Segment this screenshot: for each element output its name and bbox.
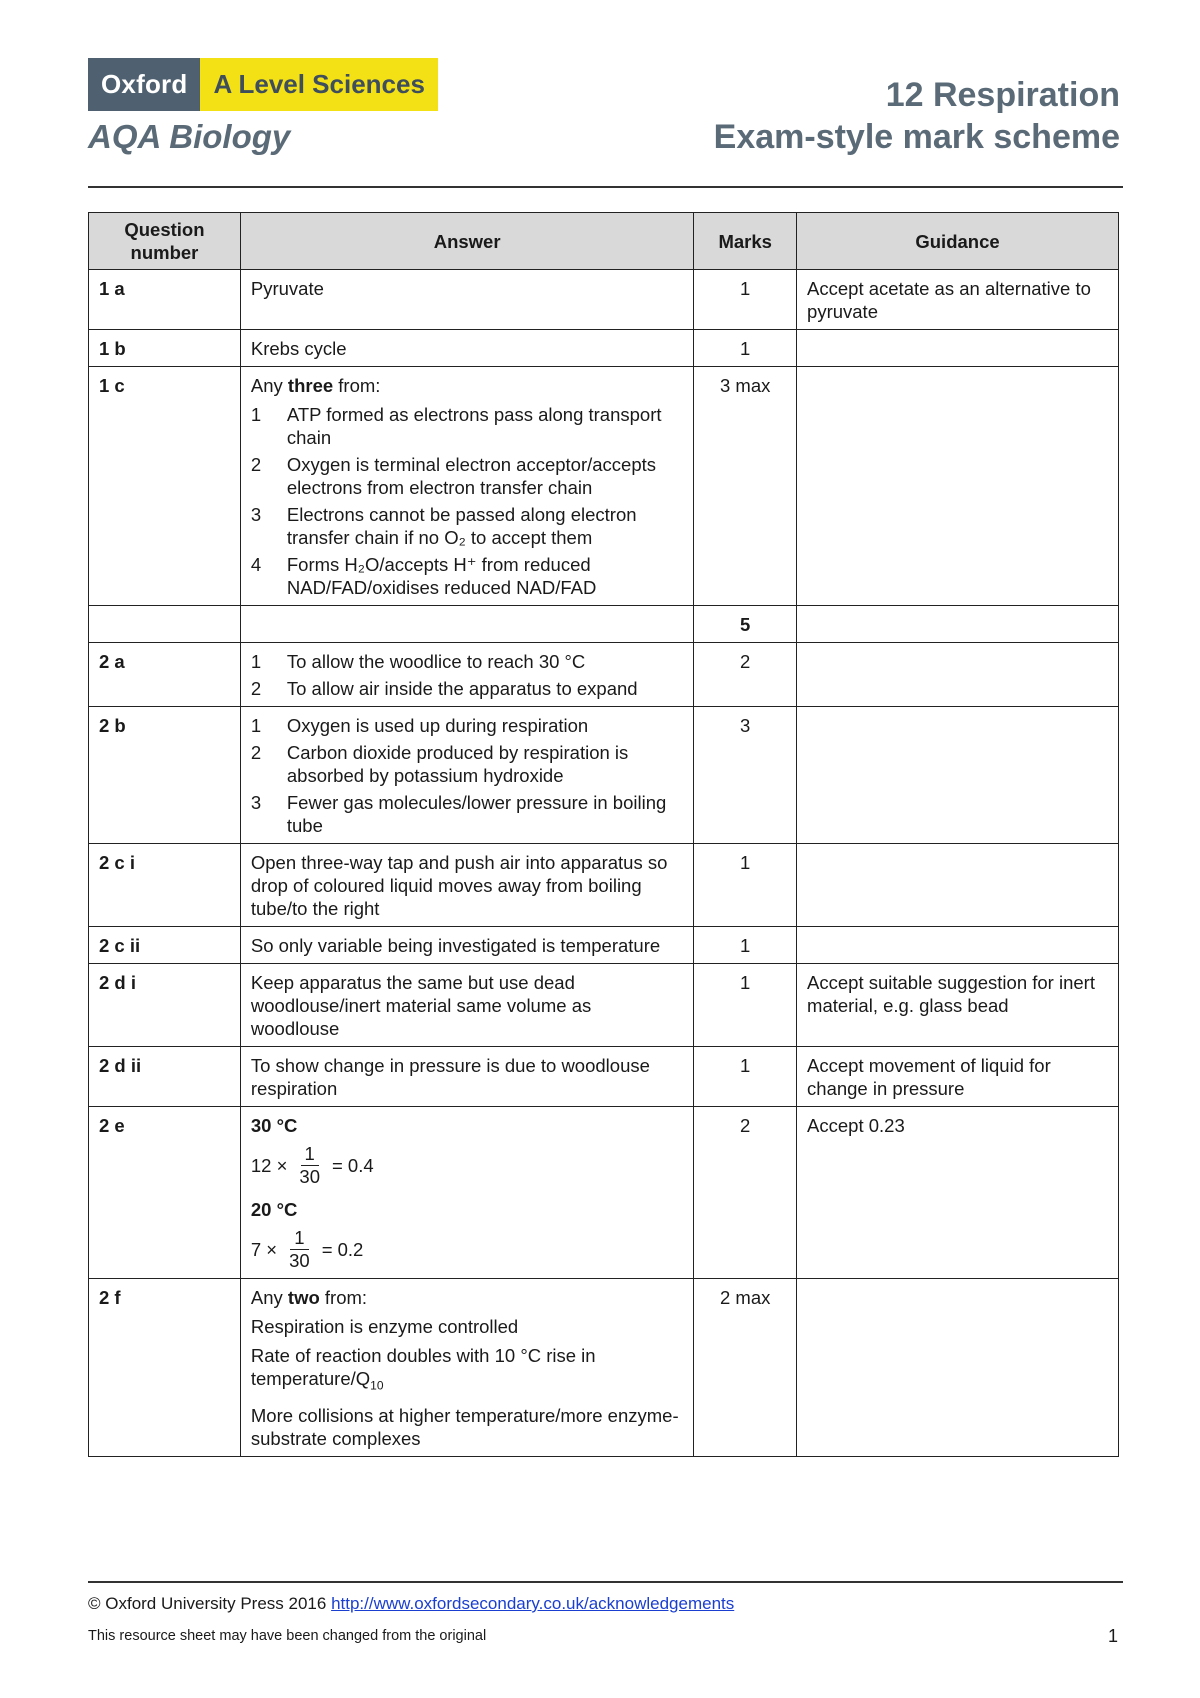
answer: To show change in pressure is due to woodlouse respiration — [240, 1047, 693, 1107]
calc-left: 7 × — [250, 1239, 278, 1260]
answer-point: Respiration is enzyme controlled — [250, 1316, 519, 1337]
guidance: Accept 0.23 — [797, 1107, 1119, 1279]
question-number — [89, 606, 241, 643]
header-answer: Answer — [240, 213, 693, 270]
point-text: Rate of reaction doubles with 10 °C rise in temperature/Q — [250, 1345, 596, 1389]
guidance — [797, 844, 1119, 927]
item-text: Fewer gas molecules/lower pressure in boiling tube — [286, 792, 667, 836]
answer-point: More collisions at higher temperature/more enzyme-substrate complexes — [250, 1404, 679, 1449]
acknowledgements-link[interactable]: http://www.oxfordsecondary.co.uk/acknowledgements — [331, 1594, 735, 1613]
list-item — [251, 503, 683, 549]
marks: 3 — [694, 707, 797, 844]
question-number: 2 c i — [89, 844, 241, 927]
answer — [240, 707, 693, 844]
item-number: 1 — [250, 404, 262, 425]
table-row — [89, 707, 1119, 844]
marks: 1 — [694, 1047, 797, 1107]
header-guidance: Guidance — [797, 213, 1119, 270]
answer: Pyruvate — [240, 270, 693, 330]
list-item — [251, 650, 683, 673]
table-row — [89, 643, 1119, 707]
table-row — [89, 1047, 1119, 1107]
guidance: Accept acetate as an alternative to pyruvate — [797, 270, 1119, 330]
answer — [240, 367, 693, 606]
list-item — [251, 453, 683, 499]
item-number: 4 — [250, 554, 262, 575]
copyright-text: © Oxford University Press 2016 — [88, 1594, 327, 1613]
fraction-numerator: 1 — [301, 1143, 319, 1166]
guidance: Accept movement of liquid for change in pressure — [797, 1047, 1119, 1107]
footer-note: This resource sheet may have been changed from the original — [88, 1628, 487, 1644]
marks: 2 — [694, 1107, 797, 1279]
mark-scheme-table — [88, 212, 1119, 1457]
table-header-row — [89, 213, 1119, 270]
footer-copyright — [88, 1594, 734, 1614]
list-item — [251, 553, 683, 599]
marks: 1 — [694, 927, 797, 964]
header-marks: Marks — [694, 213, 797, 270]
answer-intro — [251, 1286, 683, 1309]
list-item — [251, 677, 683, 700]
intro-text: Any — [250, 1287, 288, 1308]
answer — [240, 606, 693, 643]
list-item — [251, 791, 683, 837]
item-text: To allow the woodlice to reach 30 °C — [286, 651, 586, 672]
chapter-title — [714, 74, 1120, 158]
table-row-total — [89, 606, 1119, 643]
guidance: Accept suitable suggestion for inert material, e.g. glass bead — [797, 964, 1119, 1047]
item-text: Carbon dioxide produced by respiration is absorbed by potassium hydroxide — [286, 742, 629, 786]
marks: 2 max — [694, 1279, 797, 1457]
answer — [240, 1107, 693, 1279]
table-row — [89, 1279, 1119, 1457]
question-number: 2 c ii — [89, 927, 241, 964]
table-row — [89, 330, 1119, 367]
question-number: 2 d ii — [89, 1047, 241, 1107]
item-text: To allow air inside the apparatus to expand — [286, 678, 638, 699]
calculation — [251, 1227, 683, 1272]
item-text: ATP formed as electrons pass along transport chain — [286, 404, 662, 448]
guidance — [797, 367, 1119, 606]
question-number: 1 c — [89, 367, 241, 606]
answer: Krebs cycle — [240, 330, 693, 367]
intro-text: from: — [319, 1287, 368, 1308]
item-number: 2 — [250, 454, 262, 475]
intro-bold: three — [287, 375, 334, 396]
calc-result: = 0.2 — [321, 1239, 364, 1260]
subject-title: AQA Biology — [88, 118, 291, 155]
item-number: 2 — [250, 742, 262, 763]
guidance — [797, 1279, 1119, 1457]
answer: Open three-way tap and push air into apparatus so drop of coloured liquid moves away from boiling tube/to the right — [240, 844, 693, 927]
marks: 1 — [694, 330, 797, 367]
item-number: 3 — [250, 792, 262, 813]
item-text: Forms H₂O/accepts H⁺ from reduced NAD/FAD/oxidises reduced NAD/FAD — [286, 554, 597, 598]
item-number: 2 — [250, 678, 262, 699]
question-number: 2 e — [89, 1107, 241, 1279]
table-row — [89, 1107, 1119, 1279]
marks: 1 — [694, 964, 797, 1047]
table-row — [89, 844, 1119, 927]
answer: So only variable being investigated is temperature — [240, 927, 693, 964]
marks: 3 max — [694, 367, 797, 606]
answer-intro — [251, 374, 683, 397]
calc-left: 12 × — [250, 1155, 288, 1176]
calc-result: = 0.4 — [331, 1155, 374, 1176]
answer-list — [251, 403, 683, 599]
answer-point — [251, 1344, 683, 1398]
page-number: 1 — [1107, 1626, 1118, 1646]
list-item — [251, 403, 683, 449]
footer-divider — [88, 1581, 1123, 1583]
calculation — [251, 1143, 683, 1188]
temperature-label: 20 °C — [250, 1199, 298, 1220]
point-subscript: 10 — [370, 1378, 384, 1393]
list-item — [251, 714, 683, 737]
fraction — [295, 1143, 324, 1188]
answer — [240, 1279, 693, 1457]
guidance — [797, 330, 1119, 367]
marks: 1 — [694, 270, 797, 330]
chapter-title-line2: Exam-style mark scheme — [713, 118, 1120, 156]
item-text: Oxygen is terminal electron acceptor/accepts electrons from electron transfer chain — [286, 454, 657, 498]
answer — [240, 643, 693, 707]
answer-list — [251, 650, 683, 700]
item-number: 1 — [250, 651, 262, 672]
header-question: Question number — [89, 213, 241, 270]
question-number: 2 d i — [89, 964, 241, 1047]
item-text: Electrons cannot be passed along electron transfer chain if no O₂ to accept them — [286, 504, 637, 548]
item-number: 1 — [250, 715, 262, 736]
question-number: 1 b — [89, 330, 241, 367]
table-row — [89, 964, 1119, 1047]
item-text: Oxygen is used up during respiration — [286, 715, 589, 736]
chapter-title-line1: 12 Respiration — [885, 76, 1120, 114]
question-number: 2 a — [89, 643, 241, 707]
fraction-denominator: 30 — [299, 1166, 320, 1187]
table-row — [89, 270, 1119, 330]
guidance — [797, 707, 1119, 844]
guidance — [797, 643, 1119, 707]
intro-text: Any — [250, 375, 288, 396]
item-number: 3 — [250, 504, 262, 525]
guidance — [797, 927, 1119, 964]
answer-list — [251, 714, 683, 837]
fraction — [285, 1227, 314, 1272]
intro-text: from: — [333, 375, 381, 396]
fraction-numerator: 1 — [290, 1227, 308, 1250]
header-divider — [88, 186, 1123, 188]
total-marks: 5 — [694, 606, 797, 643]
list-item — [251, 741, 683, 787]
question-number: 1 a — [89, 270, 241, 330]
question-number: 2 f — [89, 1279, 241, 1457]
answer: Keep apparatus the same but use dead woodlouse/inert material same volume as woodlouse — [240, 964, 693, 1047]
table-row — [89, 367, 1119, 606]
logo-oxford-label: Oxford — [88, 58, 200, 111]
intro-bold: two — [287, 1287, 320, 1308]
marks: 1 — [694, 844, 797, 927]
table-row — [89, 927, 1119, 964]
temperature-label: 30 °C — [250, 1115, 298, 1136]
guidance — [797, 606, 1119, 643]
fraction-denominator: 30 — [289, 1250, 310, 1271]
question-number: 2 b — [89, 707, 241, 844]
oxford-logo — [88, 58, 438, 111]
marks: 2 — [694, 643, 797, 707]
logo-als-label: A Level Sciences — [200, 58, 438, 111]
